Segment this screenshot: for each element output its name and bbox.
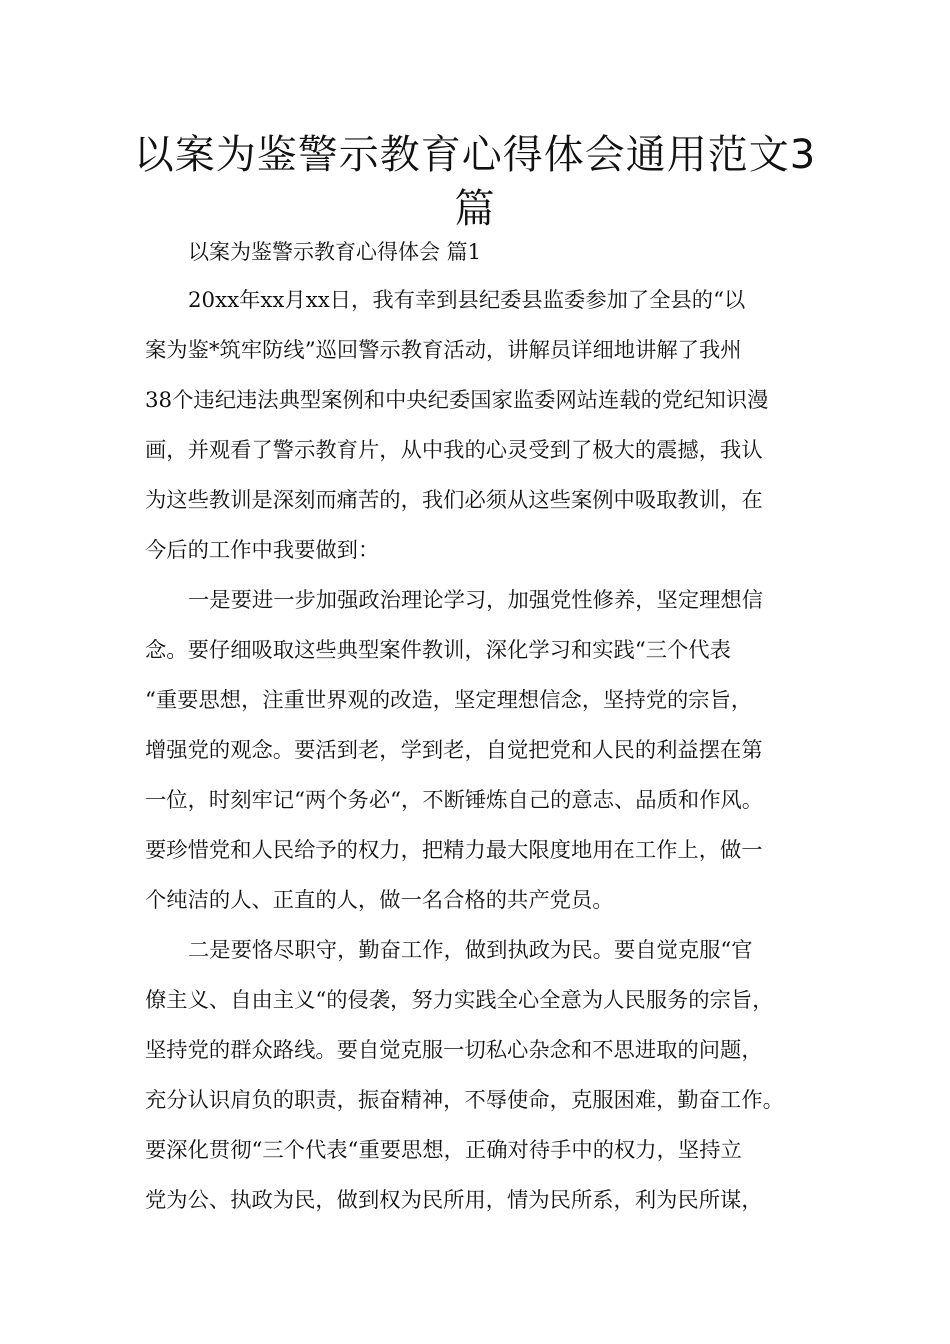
body-line: 一位，时刻牢记“两个务必“，不断锤炼自己的意志、品质和作风。 bbox=[145, 788, 764, 813]
body-line: 今后的工作中我要做到： bbox=[145, 538, 380, 563]
body-line: 僚主义、自由主义“的侵袭，努力实践全心全意为人民服务的宗旨， bbox=[145, 988, 774, 1013]
document-title bbox=[120, 128, 830, 236]
body-line: 增强党的观念。要活到老，学到老，自觉把党和人民的利益摆在第 bbox=[145, 738, 763, 763]
body-line: 充分认识肩负的职责，振奋精神，不辱使命，克服困难，勤奋工作。 bbox=[145, 1088, 784, 1113]
body-line: 案为鉴*筑牢防线”巡回警示教育活动，讲解员详细地讲解了我州 bbox=[145, 338, 742, 363]
body-line: 党为公、执政为民，做到权为民所用，情为民所系，利为民所谋， bbox=[145, 1188, 763, 1213]
body-line: “重要思想，注重世界观的改造，坚定理想信念，坚持党的宗旨， bbox=[145, 688, 753, 713]
body-line: 要珍惜党和人民给予的权力，把精力最大限度地用在工作上，做一 bbox=[145, 838, 763, 863]
body-line: 一是要进一步加强政治理论学习，加强党性修养，坚定理想信 bbox=[188, 588, 764, 613]
body-line: 坚持党的群众路线。要自觉克服一切私心杂念和不思进取的问题， bbox=[145, 1038, 763, 1063]
title-line-1: 以案为鉴警示教育心得体会通用范文3 bbox=[133, 132, 817, 178]
body-line: 二是要恪尽职守，勤奋工作，做到执政为民。要自觉克服“官 bbox=[188, 938, 753, 963]
body-line: 念。要仔细吸取这些典型案件教训，深化学习和实践“三个代表 bbox=[145, 638, 731, 663]
section-subtitle: 以案为鉴警示教育心得体会 篇1 bbox=[188, 240, 482, 264]
body-line: 为这些教训是深刻而痛苦的，我们必须从这些案例中吸取教训，在 bbox=[145, 488, 763, 513]
body-line: 38个违纪违法典型案例和中央纪委国家监委网站连载的党纪知识漫 bbox=[145, 388, 769, 413]
body-line: 个纯洁的人、正直的人，做一名合格的共产党员。 bbox=[145, 888, 614, 913]
body-line: 20xx年xx月xx日，我有幸到县纪委县监委参加了全县的“以 bbox=[188, 288, 746, 313]
body-line: 要深化贯彻“三个代表“重要思想，正确对待手中的权力，坚持立 bbox=[145, 1138, 742, 1163]
title-line-2: 篇 bbox=[454, 186, 496, 232]
body-line: 画，并观看了警示教育片，从中我的心灵受到了极大的震撼，我认 bbox=[145, 438, 763, 463]
